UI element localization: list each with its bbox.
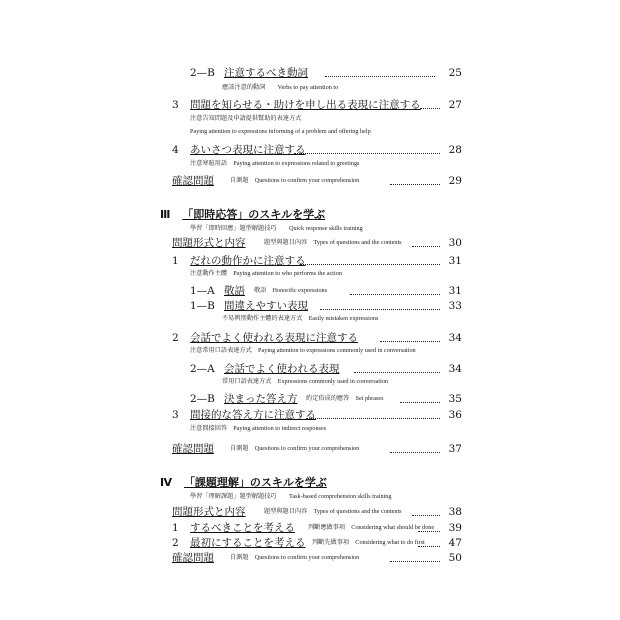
toc-entry[interactable] [172,254,462,268]
entry-subtitle: 應該注意的動詞 Verbs to pay attention to [222,84,339,91]
entry-subtitle: 自測題 Questions to confirm your comprehension [230,554,360,561]
part-title: 「課題理解」のスキルを学ぶ [183,476,327,489]
leader-dots [300,254,440,265]
leader-dots [390,174,440,185]
section-number: 1 [172,255,179,267]
section-number: 3 [172,409,179,421]
page-number: 28 [448,144,462,156]
page-number: 36 [448,409,462,421]
leader-dots [412,236,440,247]
entry-title: 確認問題 [172,443,214,455]
entry-title: 敬語 [224,285,245,297]
section-number: 2 [172,332,179,344]
entry-title: 確認問題 [172,552,214,564]
entry-subtitle: 注意常用口語表達方式 Paying attention to expressions commonly used in conversation [190,347,416,354]
leader-dots [294,143,440,154]
entry-subtitle: 自測題 Questions to confirm your comprehension [230,177,360,184]
entry-title: するべきことを考える [190,522,295,534]
toc-entry[interactable] [172,143,462,157]
entry-title: 最初にすることを考える [190,537,306,549]
leader-dots [380,331,440,342]
entry-title: 会話でよく使われる表現に注意する [190,332,358,344]
part-title: 「即時応答」のスキルを学ぶ [182,208,326,221]
toc-entry[interactable] [172,98,462,112]
section-number: 2—B [190,393,215,405]
toc-entry[interactable] [172,331,462,345]
section-number: 4 [172,144,179,156]
toc-entry[interactable] [172,408,462,422]
part-number: Ⅲ [160,208,171,221]
toc-entry[interactable] [172,236,462,250]
page-number: 34 [448,332,462,344]
page-number: 33 [448,300,462,312]
section-number: 2—B [190,67,215,79]
page-number: 47 [448,537,462,549]
entry-subtitle: 注意動作主體 Paying attention to who performs the action [190,270,342,277]
page-number: 31 [448,285,462,297]
entry-title: だれの動作かに注意する [190,255,306,267]
page-number: 35 [448,393,462,405]
toc-entry[interactable] [190,299,462,313]
page-number: 31 [448,255,462,267]
leader-dots [420,98,440,109]
section-number: 1—B [190,300,215,312]
leader-dots [325,66,435,77]
part-subtitle: 學習「即時回應」題型解題技巧 Quick response skills training [190,225,363,232]
leader-dots [350,284,440,295]
part-heading[interactable] [160,476,327,490]
page-number: 34 [448,363,462,375]
entry-title: 会話でよく使われる表現 [224,363,340,375]
toc-entry[interactable] [172,521,462,535]
page-number: 38 [448,506,462,518]
entry-subtitle-en: Paying attention to expressions informing of a problem and offering help [190,128,371,135]
leader-dots [418,536,440,547]
leader-dots [412,505,440,516]
leader-dots [306,408,440,419]
toc-entry[interactable] [172,174,462,188]
toc-entry[interactable] [172,551,462,565]
toc-entry[interactable] [190,66,462,80]
entry-title: あいさつ表現に注意する [190,144,306,156]
entry-title: 間違えやすい表現 [224,300,308,312]
page-number: 39 [448,522,462,534]
entry-title: 問題形式と内容 [172,506,246,518]
entry-title: 間接的な答え方に注意する [190,409,316,421]
page-number: 25 [448,67,462,79]
page-number: 30 [448,237,462,249]
entry-title: 問題形式と内容 [172,237,246,249]
leader-dots [320,299,440,310]
page-number: 37 [448,443,462,455]
entry-subtitle: 不易辨別動作主體的表達方式 Easily mistaken expressions [222,315,379,322]
entry-subtitle: 常用口語表達方式 Expressions commonly used in conversation [222,378,389,385]
toc-entry[interactable] [190,392,462,406]
entry-subtitle: 題型與題目內容 Types of questions and the contents [264,508,402,515]
entry-subtitle: 注意寒暄用語 Paying attention to expressions related to greetings [190,160,360,167]
toc-entry[interactable] [190,362,462,376]
entry-subtitle: 判斷應做事項 Considering what should be done [308,524,435,531]
toc-entry[interactable] [172,536,462,550]
part-subtitle: 學習「理解課題」題型解題技巧 Task-based comprehension skills training [190,493,392,500]
entry-title: 確認問題 [172,175,214,187]
entry-subtitle: 判斷先做事項 Considering what to do first [312,539,425,546]
page-number: 50 [448,552,462,564]
toc-entry[interactable] [172,505,462,519]
part-number: Ⅳ [160,476,173,489]
leader-dots [418,521,440,532]
section-number: 2 [172,537,179,549]
entry-subtitle: 注意間接回答 Paying attention to indirect responses [190,425,327,432]
entry-subtitle: 約定俗成的應答 Set phrases [306,395,384,402]
leader-dots [400,392,440,403]
section-number: 3 [172,99,179,111]
leader-dots [390,442,440,453]
toc-entry[interactable] [190,284,462,298]
entry-subtitle: 敬語 Honorific expressions [254,287,328,294]
entry-title: 注意するべき動詞 [224,67,308,79]
part-heading[interactable] [160,208,325,222]
entry-subtitle: 自測題 Questions to confirm your comprehension [230,445,360,452]
section-number: 1 [172,522,179,534]
toc-entry[interactable] [172,442,462,456]
page-number: 29 [448,175,462,187]
entry-subtitle: 題型與題目內容 Types of questions and the contents [264,239,402,246]
leader-dots [390,551,440,562]
section-number: 1—A [190,285,215,297]
entry-title: 問題を知らせる・助けを申し出る表現に注意する [190,99,421,111]
entry-subtitle: 注意告知問題及申請提供幫助的表達方式 [190,115,302,122]
entry-title: 決まった答え方 [224,393,298,405]
leader-dots [354,362,440,373]
section-number: 2—A [190,363,215,375]
page-number: 27 [448,99,462,111]
